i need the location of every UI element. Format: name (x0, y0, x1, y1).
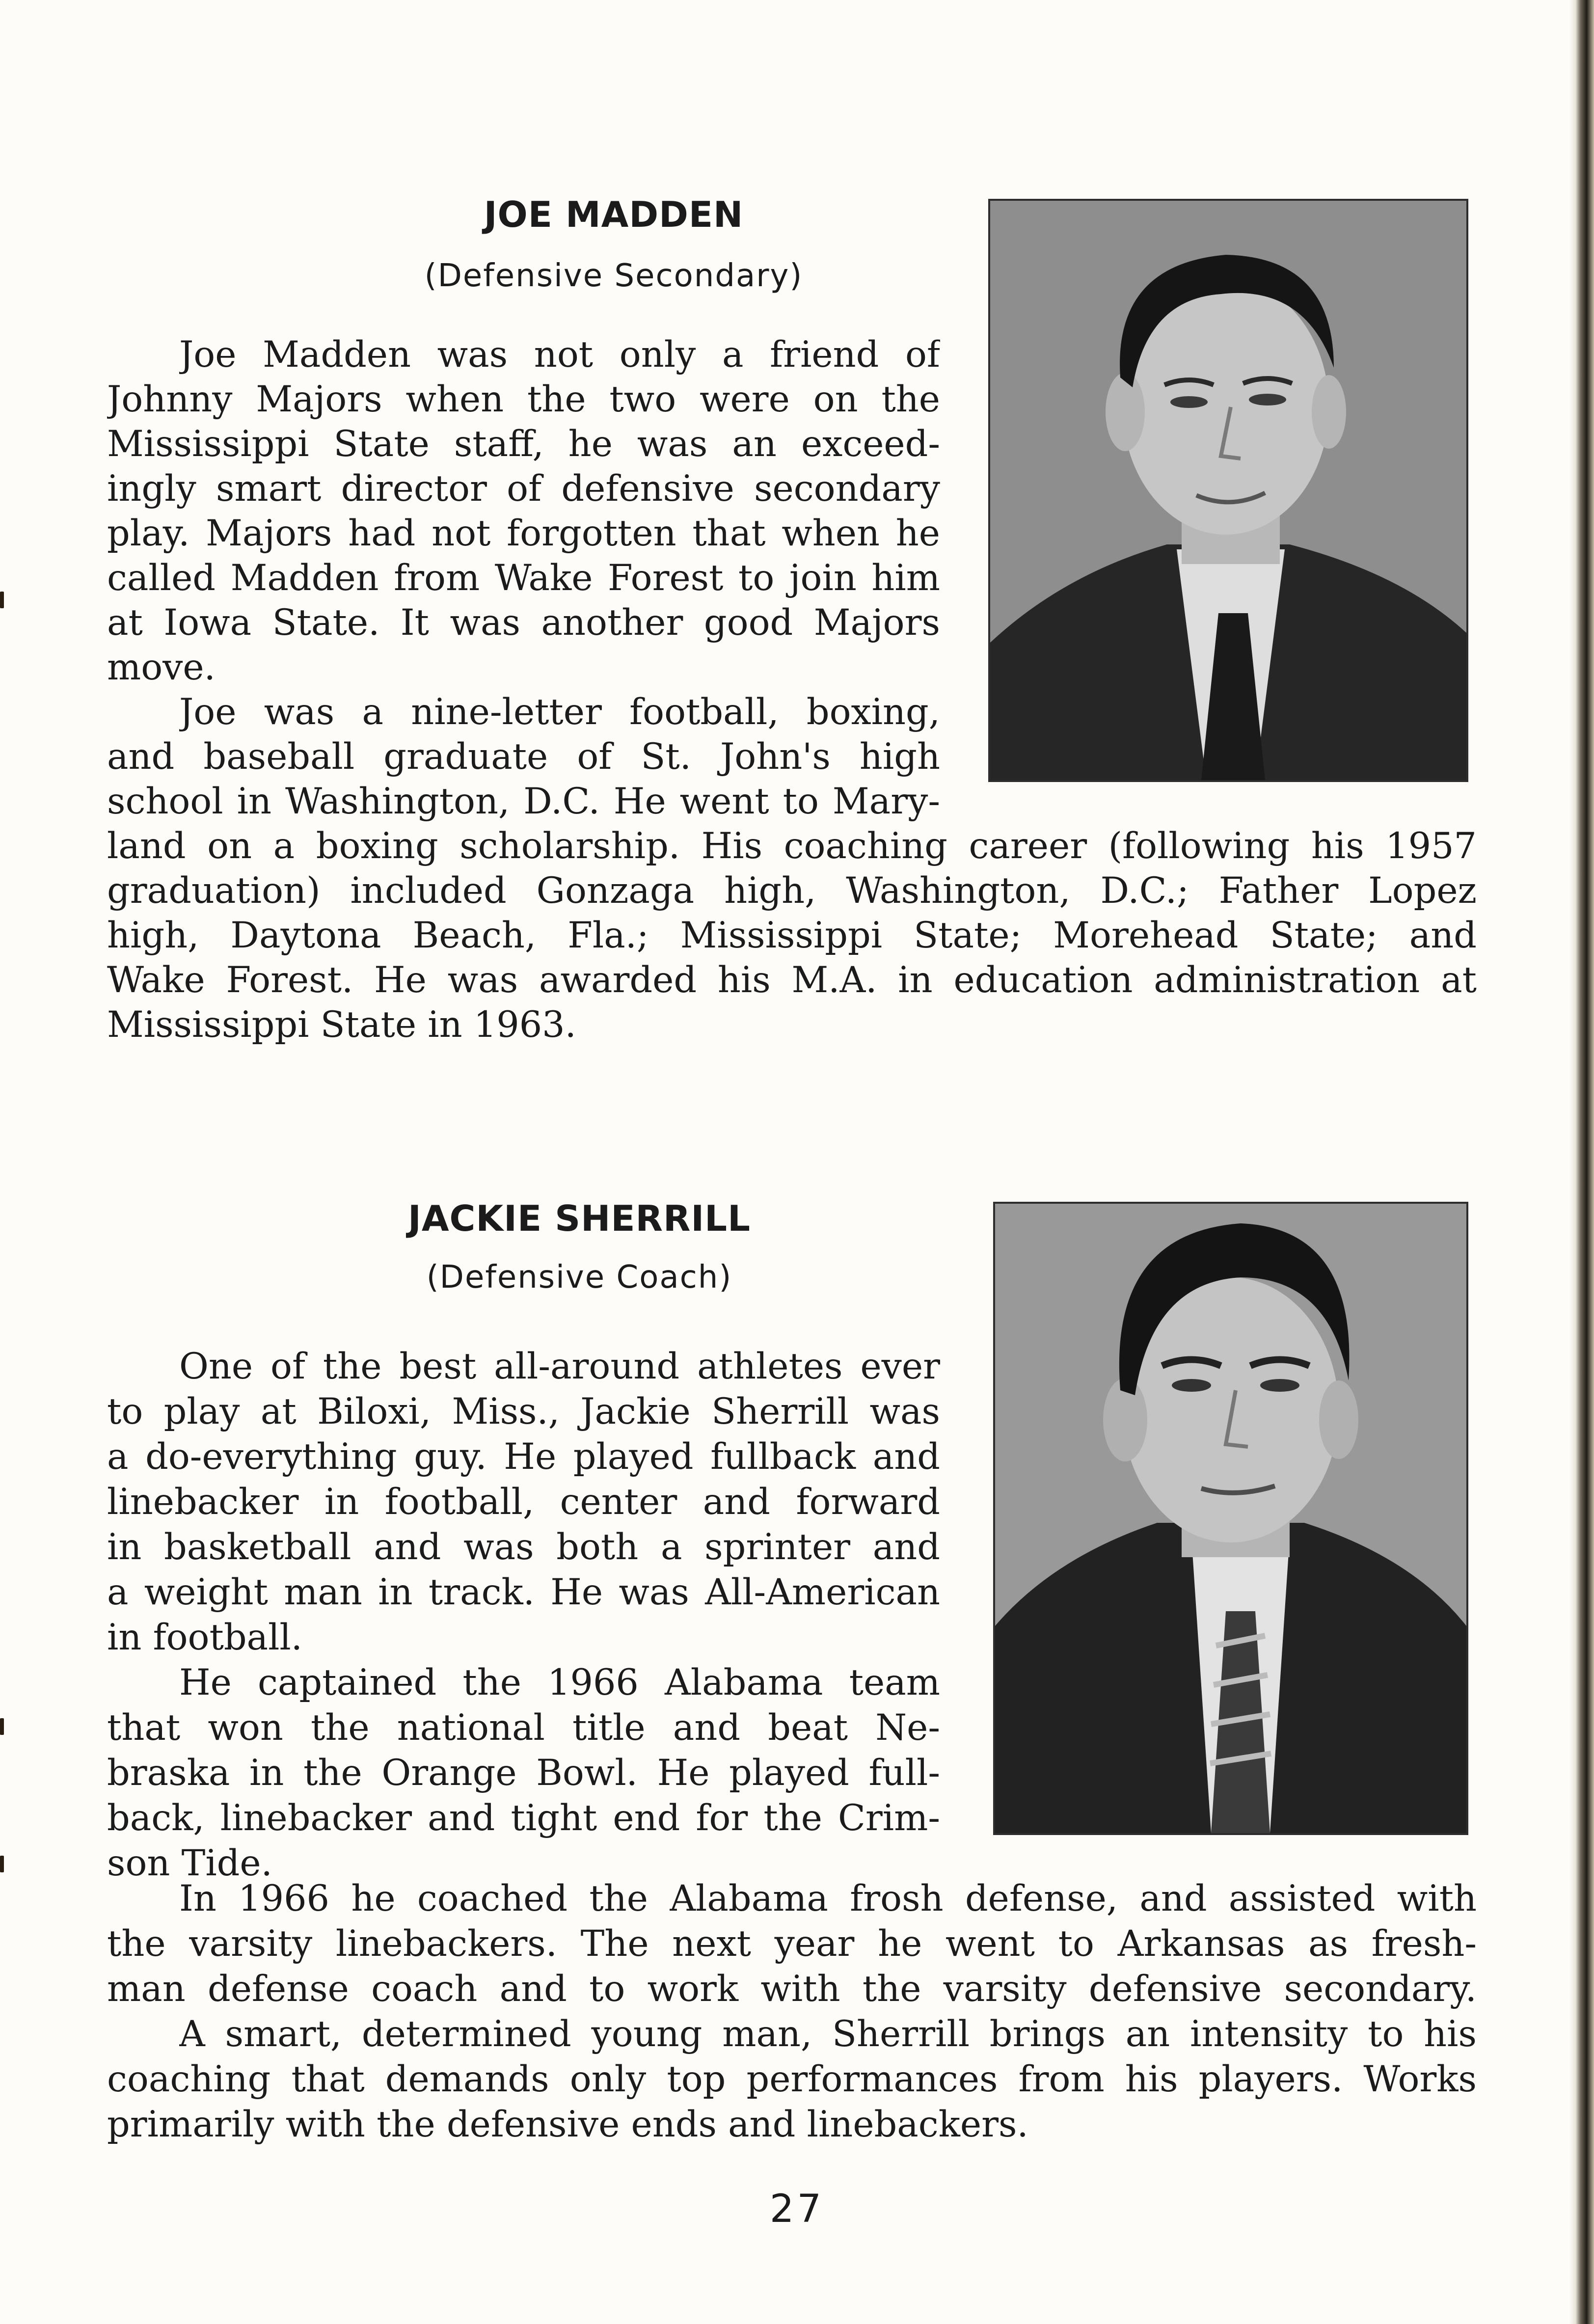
binding-mark (0, 1856, 4, 1872)
portrait-photo (993, 1202, 1468, 1835)
bio-text-line: Wake Forest. He was awarded his M.A. in education administration at (107, 959, 1477, 1001)
bio-role: (Defensive Secondary) (424, 258, 803, 294)
page-number: 27 (769, 2187, 825, 2231)
bio-text-line: in basketball and was both a sprinter and (107, 1526, 940, 1568)
bio-text-line: move. (107, 647, 216, 688)
bio-text-line: a weight man in track. He was All-American (107, 1571, 940, 1613)
bio-text-line: high, Daytona Beach, Fla.; Mississippi State; Morehead State; and (107, 915, 1477, 956)
bio-text-line: a do-everything guy. He played fullback and (107, 1436, 940, 1478)
binding-mark (0, 1718, 4, 1735)
bio-text-line: play. Majors had not forgotten that when he (107, 513, 940, 554)
bio-text-line: graduation) included Gonzaga high, Washington, D.C.; Father Lopez (107, 870, 1477, 912)
bio-text-line: Mississippi State staff, he was an exceed- (107, 423, 940, 465)
bio-text-line: in football. (107, 1617, 302, 1658)
bio-text-line: linebacker in football, center and forward (107, 1481, 940, 1523)
bio-text-line: coaching that demands only top performances from his players. Works (107, 2058, 1477, 2100)
binding-mark (0, 592, 4, 608)
bio-text-line: the varsity linebackers. The next year he went to Arkansas as fresh- (107, 1923, 1477, 1965)
bio-text-line: ingly smart director of defensive secondary (107, 468, 940, 510)
bio-text-line: He captained the 1966 Alabama team (179, 1662, 940, 1703)
bio-text-line: son Tide. (107, 1842, 272, 1884)
bio-text-line: Johnny Majors when the two were on the (107, 378, 940, 420)
bio-text-line: A smart, determined young man, Sherrill brings an intensity to his (179, 2013, 1477, 2055)
bio-text-line: called Madden from Wake Forest to join him (107, 557, 940, 599)
bio-text-line: to play at Biloxi, Miss., Jackie Sherrill was (107, 1391, 940, 1432)
bio-text-line: and baseball graduate of St. John's high (107, 736, 940, 778)
bio-text-line: Joe Madden was not only a friend of (179, 334, 940, 376)
bio-text-line: at Iowa State. It was another good Majors (107, 602, 940, 644)
bio-role: (Defensive Coach) (426, 1259, 732, 1296)
bio-text-line: back, linebacker and tight end for the Crim- (107, 1797, 940, 1839)
portrait-photo (988, 199, 1468, 782)
bio-text-line: school in Washington, D.C. He went to Mary- (107, 781, 940, 822)
bio-text-line: Mississippi State in 1963. (107, 1004, 576, 1046)
bio-text-line: that won the national title and beat Ne- (107, 1707, 940, 1749)
bio-text-line: primarily with the defensive ends and linebackers. (107, 2104, 1028, 2145)
bio-text-line: man defense coach and to work with the varsity defensive secondary. (107, 1968, 1477, 2010)
bio-text-line: braska in the Orange Bowl. He played full- (107, 1752, 940, 1794)
bio-name: JACKIE SHERRILL (408, 1198, 751, 1239)
bio-text-line: In 1966 he coached the Alabama frosh defense, and assisted with (179, 1878, 1477, 1919)
page-edge (1569, 0, 1594, 2324)
bio-name: JOE MADDEN (484, 194, 744, 235)
bio-text-line: Joe was a nine-letter football, boxing, (179, 691, 940, 733)
bio-text-line: land on a boxing scholarship. His coaching career (following his 1957 (107, 825, 1477, 867)
bio-text-line: One of the best all-around athletes ever (179, 1346, 940, 1387)
